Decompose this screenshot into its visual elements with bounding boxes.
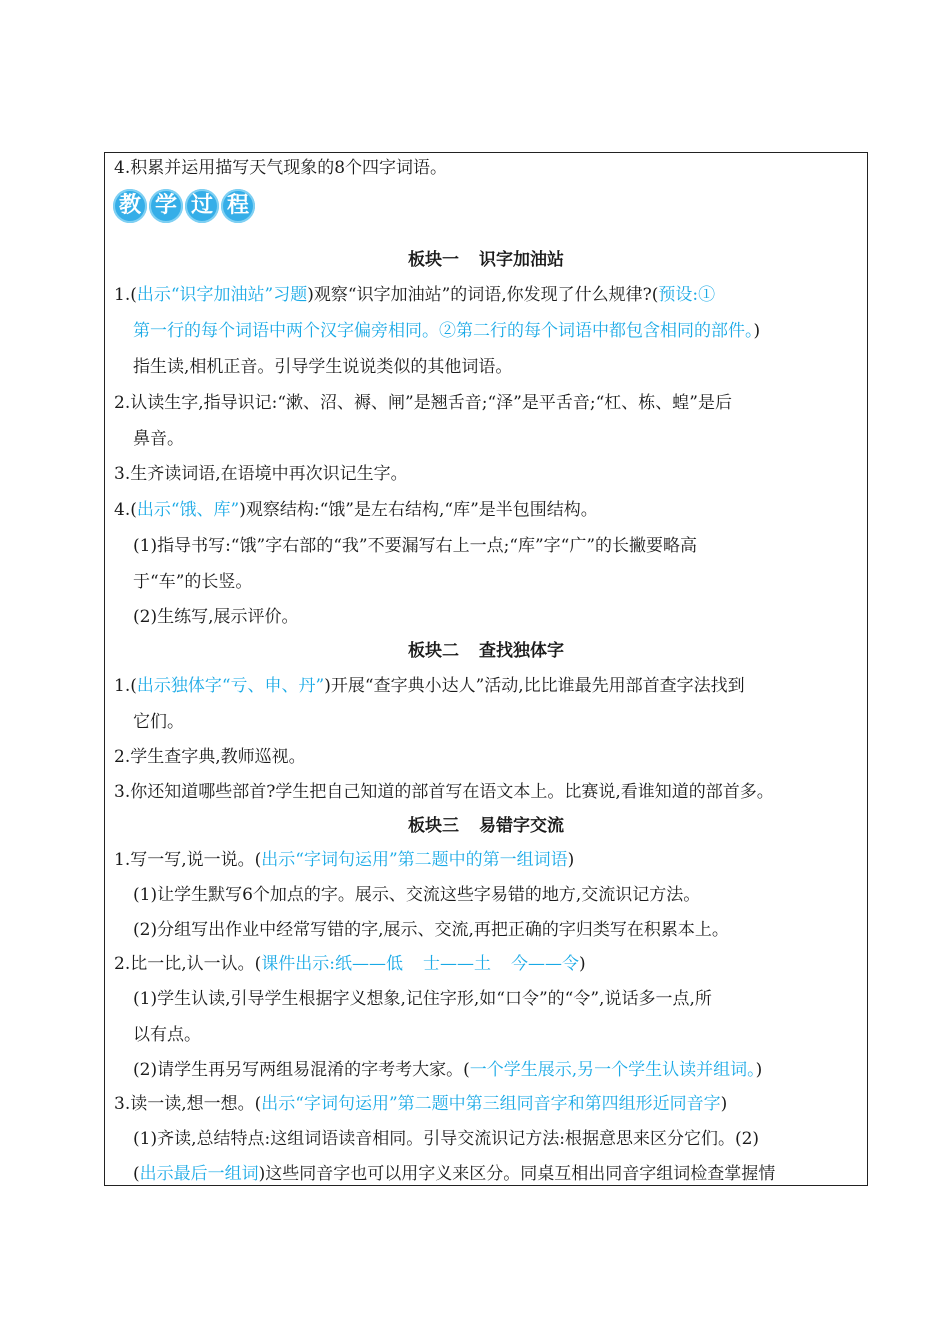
paragraph-line: 3.你还知道哪些部首?学生把自己知道的部首写在语文本上。比赛说,看谁知道的部首多。 — [114, 782, 774, 802]
paragraph-line: 鼻音。 — [133, 429, 184, 449]
paragraph-line: (2)请学生再另写两组易混淆的字考考大家。(一个学生展示,另一个学生认读并组词。) — [133, 1060, 763, 1080]
objective-4: 4.积累并运用描写天气现象的8个四字词语。 — [114, 158, 448, 178]
badge-char: 学 — [149, 189, 183, 223]
section-heading-1: 板块一 识字加油站 — [408, 250, 564, 270]
paragraph-line: 以有点。 — [133, 1025, 201, 1045]
paragraph-line: (2)生练写,展示评价。 — [133, 607, 299, 627]
paragraph-line: 3.生齐读词语,在语境中再次识记生字。 — [114, 464, 408, 484]
paragraph-line: 1.写一写,说一说。(出示“字词句运用”第二题中的第一组词语) — [114, 850, 575, 870]
paragraph-line: (1)学生认读,引导学生根据字义想象,记住字形,如“口令”的“令”,说话多一点,所 — [133, 989, 712, 1009]
paragraph-line: 2.认读生字,指导识记:“漱、沼、褥、闸”是翘舌音;“泽”是平舌音;“杠、栋、蝗”是后 — [114, 393, 732, 413]
paragraph-line: (1)齐读,总结特点:这组词语读音相同。引导交流识记方法:根据意思来区分它们。(2) — [133, 1129, 760, 1149]
paragraph-line: (1)指导书写:“饿”字右部的“我”不要漏写右上一点;“库”字“广”的长撇要略高 — [133, 536, 698, 556]
badge-char: 教 — [113, 189, 147, 223]
teaching-process-badge — [113, 189, 255, 225]
paragraph-line: 2.比一比,认一认。(课件出示:纸——低 士——土 今——令) — [114, 954, 586, 974]
paragraph-line: 指生读,相机正音。引导学生说说类似的其他词语。 — [133, 357, 513, 377]
paragraph-line: 1.(出示独体字“亏、申、丹”)开展“查字典小达人”活动,比比谁最先用部首查字法找到 — [114, 676, 745, 696]
paragraph-line: (出示最后一组词)这些同音字也可以用字义来区分。同桌互相出同音字组词检查掌握情 — [133, 1164, 776, 1184]
badge-char: 程 — [221, 189, 255, 223]
paragraph-line: 第一行的每个词语中两个汉字偏旁相同。②第二行的每个词语中都包含相同的部件。) — [133, 321, 761, 341]
paragraph-line: (1)让学生默写6个加点的字。展示、交流这些字易错的地方,交流识记方法。 — [133, 885, 701, 905]
paragraph-line: (2)分组写出作业中经常写错的字,展示、交流,再把正确的字归类写在积累本上。 — [133, 920, 729, 940]
paragraph-line: 3.读一读,想一想。(出示“字词句运用”第二题中第三组同音字和第四组形近同音字) — [114, 1094, 728, 1114]
badge-char: 过 — [185, 189, 219, 223]
section-heading-2: 板块二 查找独体字 — [408, 641, 564, 661]
paragraph-line: 2.学生查字典,教师巡视。 — [114, 747, 306, 767]
paragraph-line: 4.(出示“饿、库”)观察结构:“饿”是左右结构,“库”是半包围结构。 — [114, 500, 598, 520]
paragraph-line: 它们。 — [133, 712, 184, 732]
lesson-table — [104, 152, 868, 1186]
paragraph-line: 于“车”的长竖。 — [133, 572, 253, 592]
paragraph-line: 1.(出示“识字加油站”习题)观察“识字加油站”的词语,你发现了什么规律?(预设:① — [114, 285, 716, 305]
section-heading-3: 板块三 易错字交流 — [408, 816, 564, 836]
